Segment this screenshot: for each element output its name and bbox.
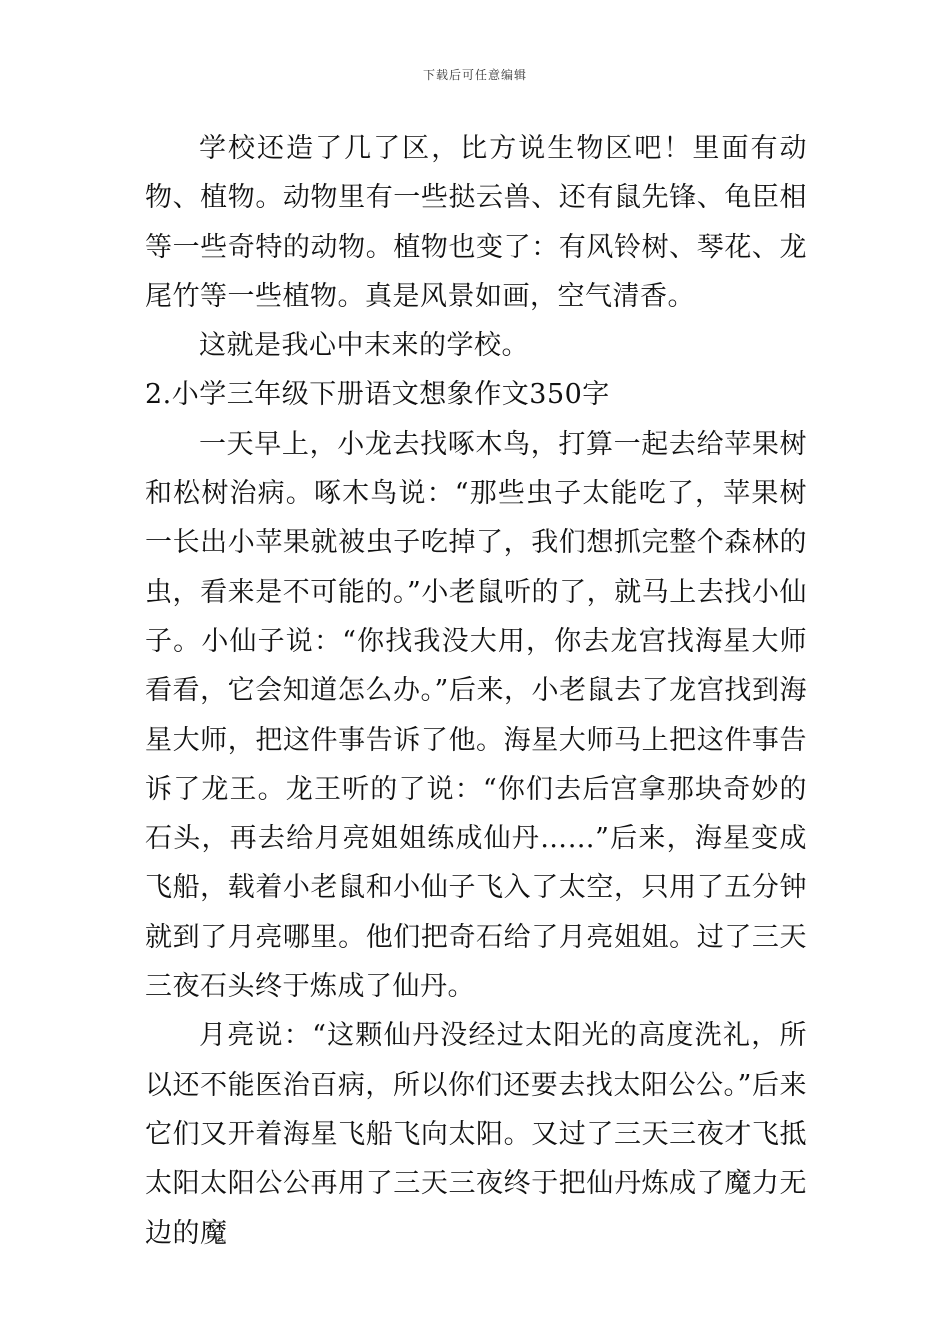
paragraph-future-school: 这就是我心中末来的学校。 (199, 330, 529, 362)
section-heading: 2.小学三年级下册语文想象作文350字 (145, 379, 610, 411)
paragraph-story-part-1: 一天早上，小龙去找啄木鸟，打算一起去给苹果树和松树治病。啄木鸟说：“那些虫子太能吃了，苹果树一长出小苹果就被虫子吃掉了，我们想抓完整个森林的虫，看来是不可能的。”小老鼠听的了，就马上去找小仙子。小仙子说：“你找我没大用，你去龙宫找海星大师看看，它会知道怎么办。”后来，小老鼠去了龙宫找到海星大师，把这件事告诉了他。海星大师马上把这件事告诉了龙王。龙王听的了说：“你们去后宫拿那块奇妙的石头，再去给月亮姐姐练成仙丹……”后来，海星变成飞船，载着小老鼠和小仙子飞入了太空，只用了五分钟就到了月亮哪里。他们把奇石给了月亮姐姐。过了三天三夜石头终于炼成了仙丹。 (145, 428, 807, 1003)
paragraph-story-part-2: 月亮说：“这颗仙丹没经过太阳光的高度洗礼，所以还不能医治百病，所以你们还要去找太阳公公。”后来它们又开着海星飞船飞向太阳。又过了三天三夜才飞抵太阳太阳公公再用了三天三夜终于把仙丹炼成了魔力无边的魔 (145, 1020, 807, 1249)
header-note: 下载后可任意编辑 (422, 68, 527, 82)
paragraph-biology-zone: 学校还造了几了区，比方说生物区吧！里面有动物、植物。动物里有一些挞云兽、还有鼠先锋、龟臣相等一些奇特的动物。植物也变了：有风铃树、琴花、龙尾竹等一些植物。真是风景如画，空气清香。 (145, 133, 807, 312)
document-body (145, 124, 807, 1258)
